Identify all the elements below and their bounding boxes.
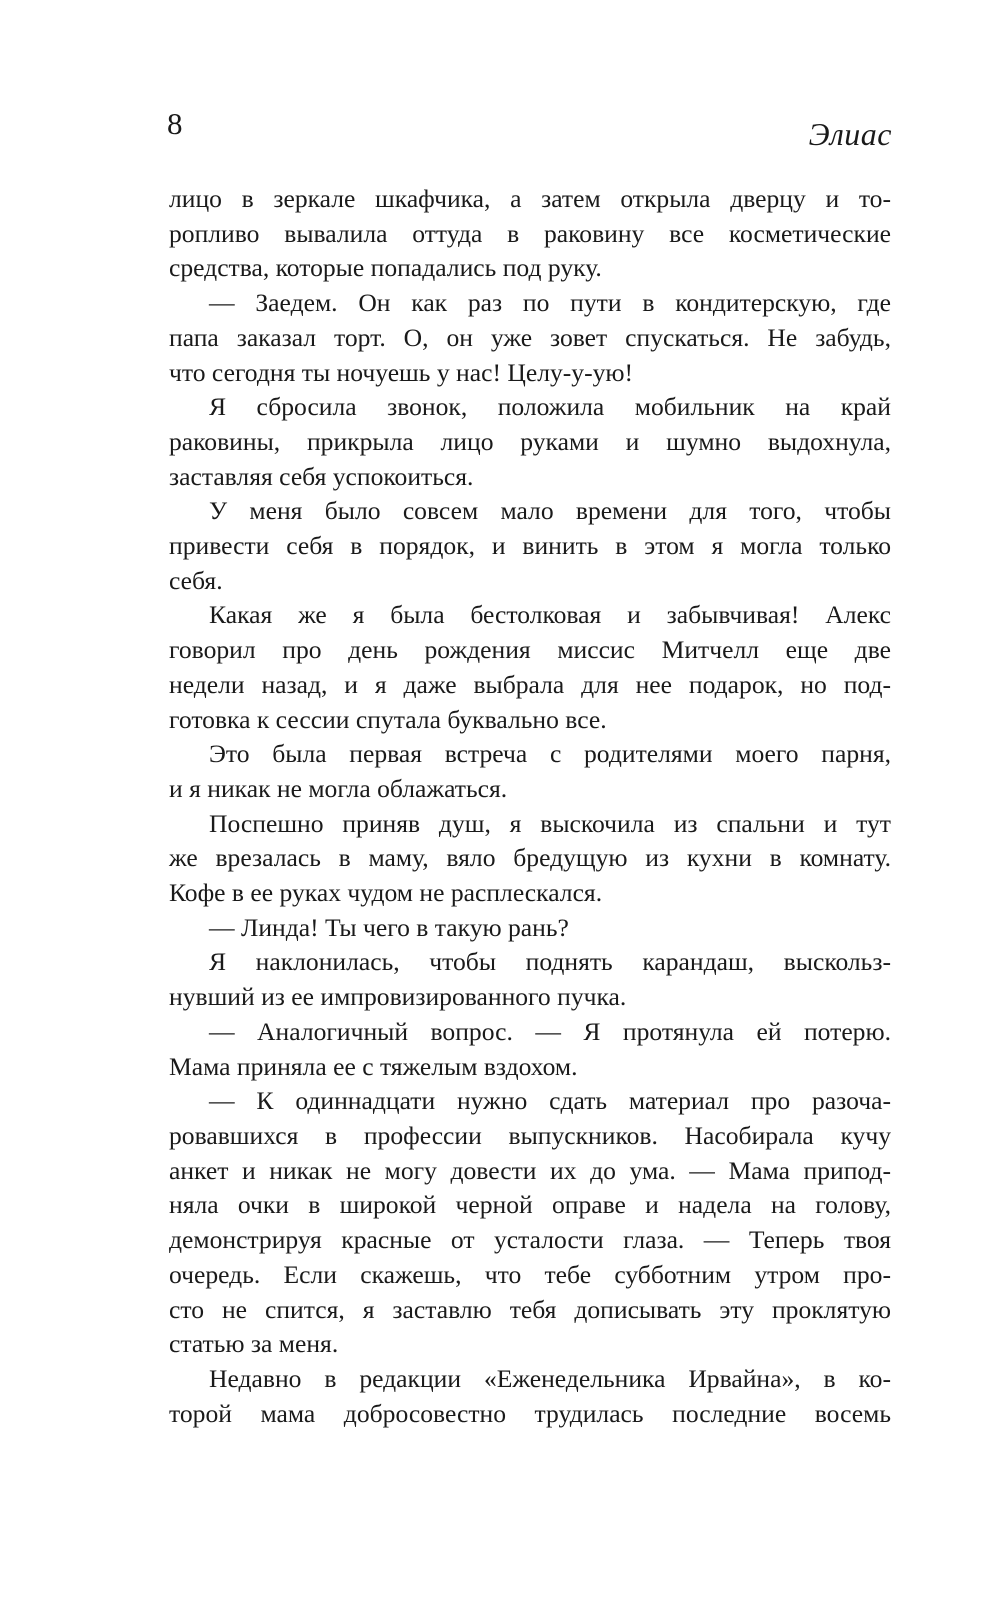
- text-line: — К одиннадцати нужно сдать материал про разоча-: [209, 1086, 891, 1116]
- text-line: и я никак не могла облажаться.: [169, 773, 508, 803]
- text-line: Мама приняла ее с тяжелым вздохом.: [169, 1051, 578, 1081]
- text-line: ровавшихся в профессии выпускников. Насобирала кучу: [169, 1120, 891, 1150]
- text-line: У меня было совсем мало времени для того, чтобы: [209, 496, 891, 526]
- text-line: же врезалась в маму, вяло бредущую из кухни в комнату.: [169, 843, 891, 873]
- text-line: ропливо вывалила оттуда в раковину все косметические: [169, 218, 891, 248]
- text-line: Какая же я была бестолковая и забывчивая! Алекс: [209, 600, 891, 630]
- running-title: Элиас: [808, 116, 892, 152]
- text-line: Это была первая встреча с родителями моего парня,: [209, 739, 891, 769]
- text-line: — Заедем. Он как раз по пути в кондитерскую, где: [209, 288, 891, 318]
- text-line: что сегодня ты ночуешь у нас! Целу-у-ую!: [169, 357, 634, 387]
- text-line: — Аналогичный вопрос. — Я протянула ей потерю.: [209, 1016, 891, 1046]
- text-line: Я сбросила звонок, положила мобильник на край: [209, 392, 891, 422]
- text-line: очередь. Если скажешь, что тебе субботним утром про-: [169, 1259, 891, 1289]
- text-line: анкет и никак не могу довести их до ума. — Мама припод-: [169, 1155, 891, 1185]
- text-line: статью за меня.: [169, 1329, 339, 1359]
- text-line: сто не спится, я заставлю тебя дописывать эту проклятую: [169, 1294, 891, 1324]
- text-line: Я наклонилась, чтобы поднять карандаш, выскольз-: [209, 947, 891, 977]
- text-line: раковины, прикрыла лицо руками и шумно выдохнула,: [169, 426, 891, 456]
- text-line: торой мама добросовестно трудилась последние восемь: [169, 1398, 891, 1428]
- text-line: нувший из ее импровизированного пучка.: [169, 982, 627, 1012]
- text-line: няла очки в широкой черной оправе и надела на голову,: [169, 1190, 891, 1220]
- page-number: 8: [167, 106, 183, 141]
- body-text: [169, 182, 891, 1431]
- text-line: — Линда! Ты чего в такую рань?: [209, 912, 569, 942]
- text-line: заставляя себя успокоиться.: [169, 461, 474, 491]
- text-line: демонстрируя красные от усталости глаза. — Теперь твоя: [169, 1225, 891, 1255]
- text-line: лицо в зеркале шкафчика, а затем открыла дверцу и то-: [169, 184, 891, 213]
- text-line: недели назад, и я даже выбрала для нее подарок, но под-: [169, 669, 891, 699]
- text-line: говорил про день рождения миссис Митчелл еще две: [169, 635, 891, 665]
- text-line: Кофе в ее руках чудом не расплескался.: [169, 878, 603, 908]
- text-line: средства, которые попадались под руку.: [169, 253, 602, 283]
- text-line: папа заказал торт. О, он уже зовет спускаться. Не забудь,: [169, 322, 891, 352]
- text-line: Недавно в редакции «Еженедельника Ирвайна», в ко-: [209, 1363, 891, 1393]
- text-line: привести себя в порядок, и винить в этом я могла только: [169, 531, 891, 561]
- text-line: себя.: [169, 565, 223, 595]
- text-line: Поспешно приняв душ, я выскочила из спальни и тут: [209, 808, 891, 838]
- text-line: готовка к сессии спутала буквально все.: [169, 704, 607, 734]
